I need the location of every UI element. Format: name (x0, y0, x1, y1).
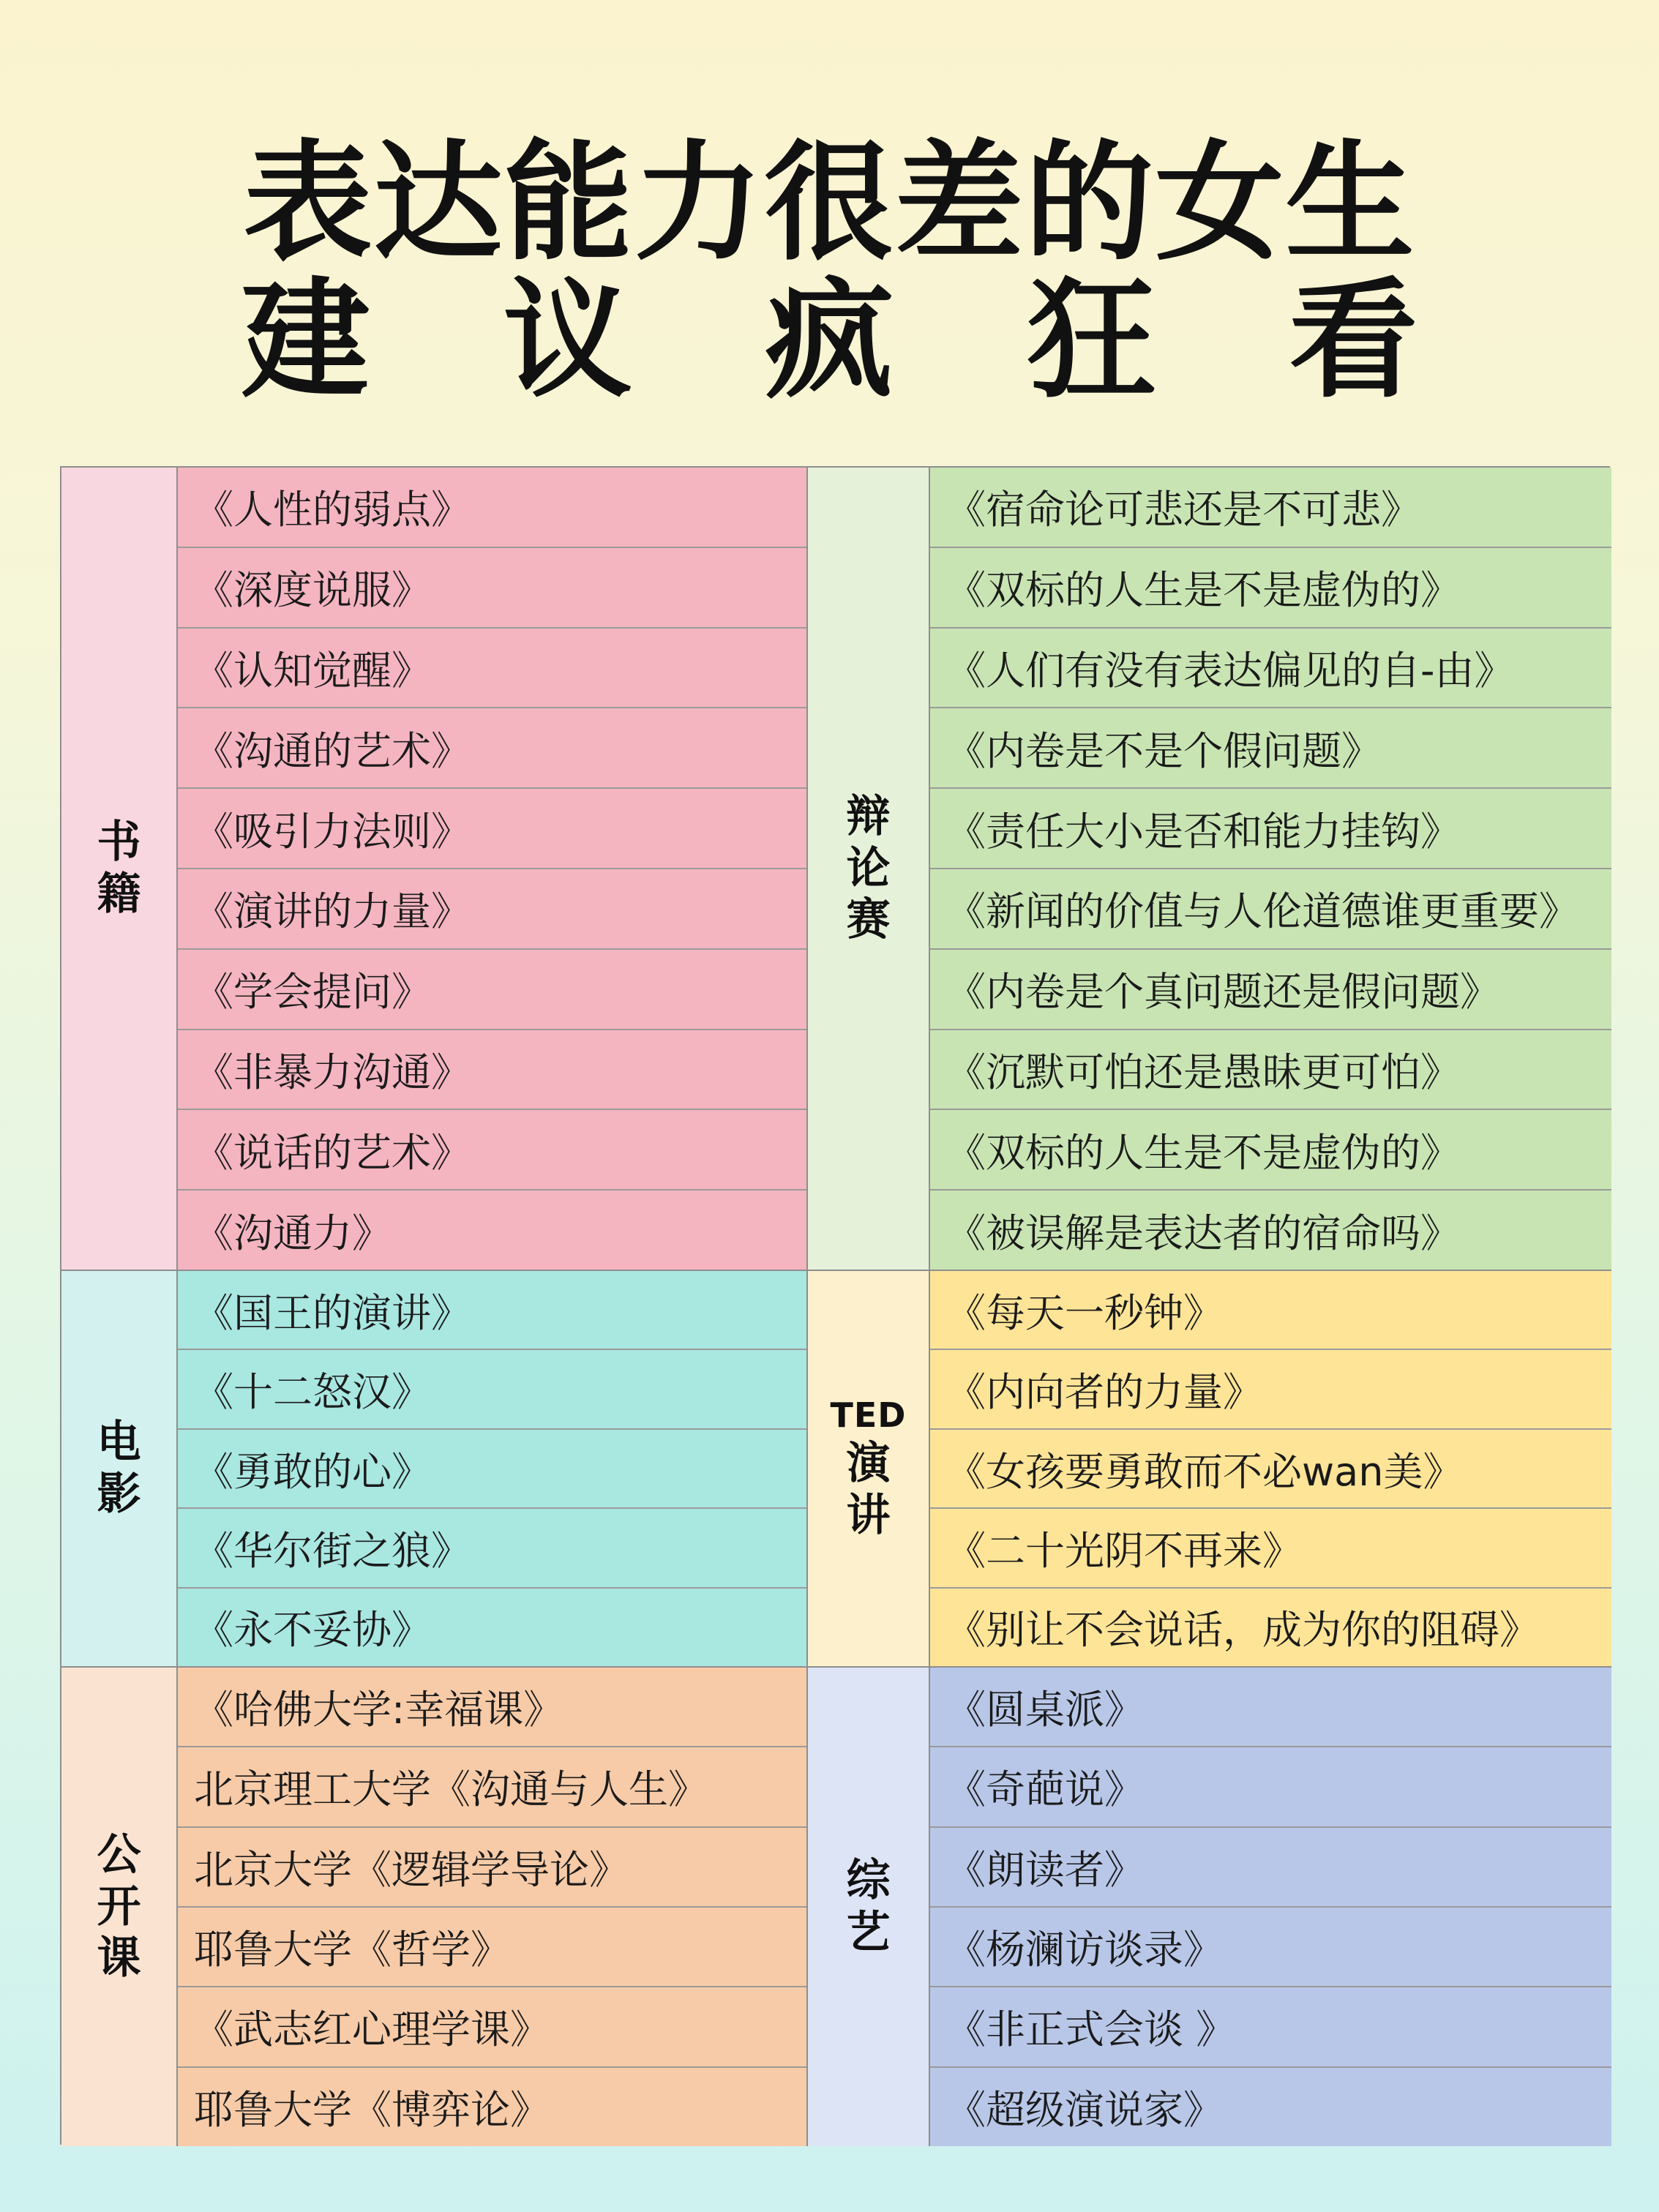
page-title-line1: 表达能力很差的女生 (243, 128, 1416, 278)
category-ted-label: TED (830, 1395, 907, 1436)
title-char: 狂 (1027, 266, 1156, 416)
list-item: 《学会提问》 (178, 950, 806, 1030)
list-item: 北京理工大学《沟通与人生》 (178, 1747, 806, 1827)
list-item: 《每天一秒钟》 (930, 1271, 1611, 1350)
list-item: 《非正式会谈 》 (930, 1987, 1611, 2067)
list-item: 《奇葩说》 (930, 1747, 1611, 1827)
list-item: 《二十光阴不再来》 (930, 1509, 1611, 1588)
list-item: 《圆桌派》 (930, 1668, 1611, 1747)
list-item: 《超级演说家》 (946, 2086, 1223, 2133)
list-debate (930, 468, 1611, 1271)
list-item: 《沉默可怕还是愚昧更可怕》 (930, 1030, 1611, 1111)
list-movies (178, 1271, 808, 1668)
title-char: 看 (1289, 266, 1418, 416)
recommendation-table (60, 466, 1610, 2145)
list-item: 《说话的艺术》 (178, 1110, 806, 1191)
list-books (178, 468, 808, 1271)
list-item: 北京大学《逻辑学导论》 (178, 1828, 806, 1908)
list-item: 《非暴力沟通》 (178, 1030, 806, 1111)
category-char: 演 (846, 1438, 891, 1490)
list-item: 《人们有没有表达偏见的自-由》 (930, 629, 1611, 709)
list-item: 《被误解是表达者的宿命吗》 (946, 1210, 1460, 1256)
category-courses (61, 1668, 178, 2146)
category-char: 讲 (846, 1490, 891, 1542)
list-item: 《勇敢的心》 (178, 1430, 806, 1509)
list-item: 《朗读者》 (930, 1828, 1611, 1908)
category-char: 电 (97, 1417, 141, 1469)
list-item: 《沟通力》 (194, 1210, 392, 1256)
list-item: 《新闻的价值与人伦道德谁更重要》 (930, 869, 1611, 950)
category-char: 论 (846, 842, 891, 894)
list-item: 《吸引力法则》 (178, 789, 806, 869)
category-char: 课 (97, 1932, 141, 1984)
category-char: 综 (846, 1855, 891, 1907)
category-char: 影 (97, 1469, 141, 1520)
list-item: 《内向者的力量》 (930, 1350, 1611, 1429)
list-item: 《别让不会说话，成为你的阻碍》 (946, 1607, 1539, 1654)
title-char: 疯 (765, 266, 894, 416)
page-title-line2 (0, 266, 1659, 416)
category-char: 赛 (846, 894, 891, 946)
category-char: 公 (97, 1829, 141, 1881)
list-item: 《十二怒汉》 (178, 1350, 806, 1429)
list-item: 《宿命论可悲还是不可悲》 (930, 468, 1611, 548)
list-item: 《女孩要勇敢而不必wan美》 (930, 1430, 1611, 1509)
list-item: 《责任大小是否和能力挂钩》 (930, 789, 1611, 869)
list-item: 《深度说服》 (178, 548, 806, 629)
category-char: 书 (97, 817, 141, 869)
list-item: 《国王的演讲》 (178, 1271, 806, 1350)
list-item: 耶鲁大学《博弈论》 (194, 2086, 550, 2133)
list-item: 《演讲的力量》 (178, 869, 806, 950)
list-item: 《双标的人生是不是虚伪的》 (930, 548, 1611, 629)
list-item: 耶鲁大学《哲学》 (178, 1908, 806, 1987)
title-char: 议 (503, 266, 632, 416)
list-item: 《武志红心理学课》 (178, 1987, 806, 2067)
title-char: 建 (241, 266, 370, 416)
category-char: 艺 (846, 1907, 891, 1958)
list-item: 《哈佛大学:幸福课》 (178, 1668, 806, 1747)
category-books (61, 468, 178, 1271)
list-item: 《华尔街之狼》 (178, 1509, 806, 1588)
list-item: 《永不妥协》 (194, 1607, 431, 1654)
list-variety (930, 1668, 1611, 2146)
list-item: 《杨澜访谈录》 (930, 1908, 1611, 1987)
category-variety (808, 1668, 930, 2146)
category-char: 开 (97, 1881, 141, 1932)
list-item: 《人性的弱点》 (178, 468, 806, 548)
list-item: 《沟通的艺术》 (178, 708, 806, 789)
list-item: 《内卷是不是个假问题》 (930, 708, 1611, 789)
list-ted (930, 1271, 1611, 1668)
category-ted (808, 1271, 930, 1668)
list-item: 《内卷是个真问题还是假问题》 (930, 950, 1611, 1030)
list-item: 《认知觉醒》 (178, 629, 806, 709)
category-char: 籍 (97, 869, 141, 920)
list-courses (178, 1668, 808, 2146)
category-char: 辩 (846, 790, 891, 842)
category-debate (808, 468, 930, 1271)
category-movies (61, 1271, 178, 1668)
list-item: 《双标的人生是不是虚伪的》 (930, 1110, 1611, 1191)
